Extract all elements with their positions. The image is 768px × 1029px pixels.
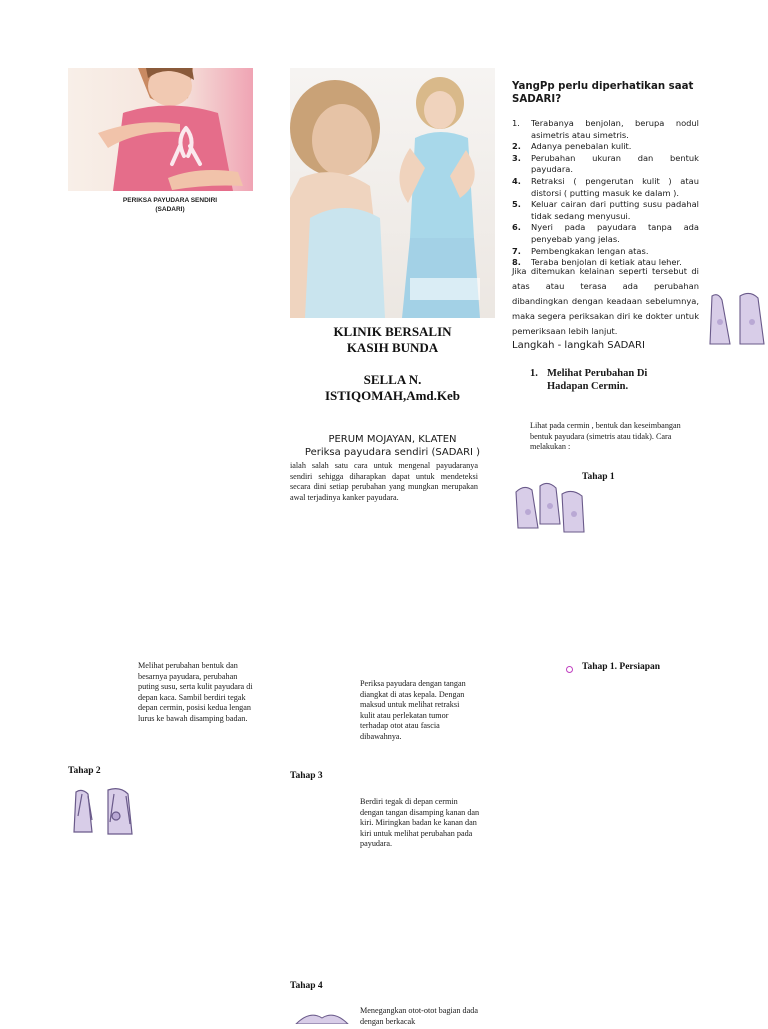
clinic-name-line1: KLINIK BERSALIN <box>333 324 452 339</box>
tahap1-persiapan: Tahap 1. Persiapan <box>582 662 661 672</box>
author-name <box>290 372 495 404</box>
cover-caption-line2: (SADARI) <box>155 206 185 213</box>
author-line1: SELLA N. <box>363 372 422 387</box>
closing-text: Jika ditemukan kelainan seperti tersebut di atas atau terasa ada perubahan dibandingkan dengan keadaan sebelumnya, maka segera periksakan diri ke dokter untuk pemeriksaan lebih lanjut. <box>512 266 699 336</box>
tahap4-figure <box>292 1008 352 1024</box>
attention-heading-line1: YangPp perlu diperhatikan saat <box>512 81 694 92</box>
steps-heading: Langkah - langkah SADARI <box>512 340 645 351</box>
list-item: 7. Pembengkakan lengan atas. <box>512 245 649 256</box>
cover-photo <box>68 68 253 191</box>
side-figure <box>706 290 768 350</box>
list-item: 2. Adanya penebalan kulit. <box>512 141 632 152</box>
cover-caption <box>100 196 240 214</box>
step1-title-line2: Hadapan Cermin. <box>547 381 629 392</box>
step1-title <box>530 367 700 393</box>
tahap3b-text: Berdiri tegak di depan cermin dengan tangan disamping kanan dan kiri. Miringkan badan ke kanan dan kiri untuk melihat perubahan pada payudara. <box>360 797 480 848</box>
tahap2-text: Melihat perubahan bentuk dan besarnya payudara, perubahan puting susu, serta kulit payudara di depan kaca. Sambil berdiri tegak depan cermin, posisi kedua lengan lurus ke bawah disamping badan. <box>138 661 253 723</box>
step1-text: Lihat pada cermin , bentuk dan keseimbangan bentuk payudara (simetris atau tidak). Cara melakukan : <box>530 421 681 451</box>
list-item: 6. Nyeri pada payudara tanpa ada penyebab yang jelas. <box>512 222 699 244</box>
clinic-name-line2: KASIH BUNDA <box>346 340 439 355</box>
clinic-address: PERUM MOJAYAN, KLATEN <box>328 434 457 445</box>
bullet-icon <box>566 666 573 673</box>
step1-title-line1: Melihat Perubahan Di <box>547 368 648 379</box>
attention-heading-line2: SADARI? <box>512 94 562 105</box>
list-item: 4. Retraksi ( pengerutan kulit ) atau distorsi ( putting masuk ke dalam ). <box>512 175 699 198</box>
tahap2-label: Tahap 2 <box>68 766 101 776</box>
attention-list <box>512 118 699 269</box>
tahap3-text: Periksa payudara dengan tangan diangkat di atas kepala. Dengan maksud untuk melihat retraksi kulit atau perlekatan tumor terhadap otot atau fascia dibawahnya. <box>360 679 466 741</box>
tahap3-label: Tahap 3 <box>290 771 323 781</box>
list-item: 8. Teraba benjolan di ketiak atau leher. <box>512 257 682 268</box>
tahap4-text: Menegangkan otot-otot bagian dada dengan berkacak <box>360 1006 478 1026</box>
cover-caption-line1: PERIKSA PAYUDARA SENDIRI <box>122 197 218 204</box>
intro-heading: Periksa payudara sendiri (SADARI ) <box>304 447 481 458</box>
list-item: 5. Keluar cairan dari putting susu padahal tidak sedang menyusui. <box>512 199 699 221</box>
tahap2-figure <box>68 786 140 838</box>
clinic-name <box>290 324 495 356</box>
list-item: 1. Terabanya benjolan, berupa nodul asimetris atau simetris. <box>512 118 699 140</box>
intro-text: ialah salah satu cara untuk mengenal payudaranya sendiri sehigga diharapkan dapat untuk mendeteksi secara dini setiap perubahan yang mungkan merupakan awal terjadinya kanker payudara. <box>290 461 478 502</box>
tahap4-label: Tahap 4 <box>290 981 323 991</box>
tahap1-figure <box>512 478 587 536</box>
attention-heading <box>512 80 702 106</box>
mirror-photo <box>290 68 495 318</box>
list-item: 3. Perubahan ukuran dan bentuk payudara. <box>512 152 699 175</box>
step1-number: 1. <box>530 368 538 379</box>
tahap1-label: Tahap 1 <box>582 472 615 482</box>
author-line2: ISTIQOMAH,Amd.Keb <box>324 388 461 403</box>
